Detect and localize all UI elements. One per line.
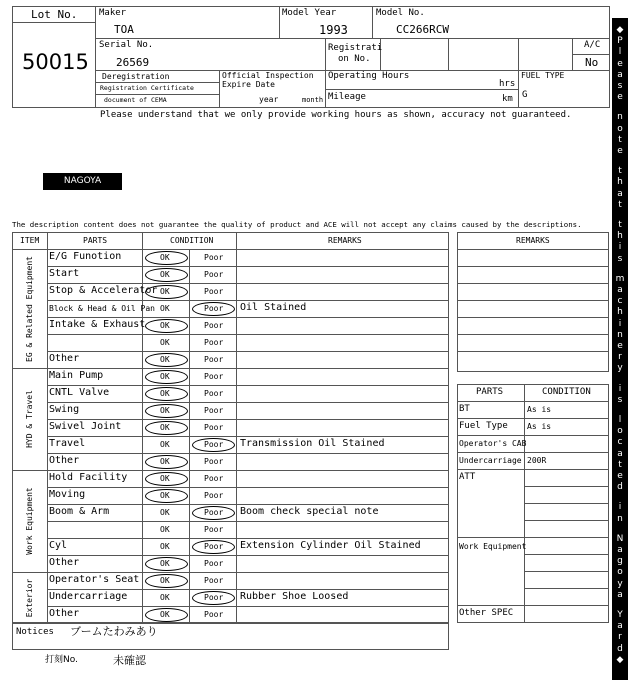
inspection-label: Official Inspection — [222, 71, 314, 80]
working-hours-note: Please understand that we only provide working hours as shown, accuracy not guaranteed. — [100, 110, 572, 120]
poor-option[interactable]: Poor — [204, 406, 224, 415]
sidebar-char: a — [617, 621, 623, 632]
sidebar-char: i — [618, 242, 622, 253]
ok-option[interactable]: OK — [160, 610, 170, 619]
sidebar-char: c — [617, 437, 623, 448]
poor-option[interactable]: Poor — [204, 593, 224, 602]
poor-option[interactable]: Poor — [204, 525, 224, 534]
ok-option[interactable]: OK — [160, 559, 170, 568]
header-frame — [12, 6, 610, 108]
sidebar-char: t — [618, 459, 622, 470]
sidebar-char: a — [617, 589, 623, 600]
inspection-label-2: Expire Date — [222, 80, 275, 89]
poor-option[interactable]: Poor — [204, 508, 224, 517]
serial-value: 26569 — [116, 56, 150, 69]
maker-value: TOA — [114, 23, 134, 36]
remarks-header: REMARKS — [328, 236, 362, 245]
sidebar-char: i — [618, 502, 622, 513]
right-remarks-header: REMARKS — [516, 236, 550, 245]
right-condition-value: 200R — [527, 456, 547, 465]
poor-option[interactable]: Poor — [204, 491, 224, 500]
part-label: Other — [49, 353, 80, 364]
ok-selected-circle — [145, 574, 188, 588]
sidebar-char: l — [618, 415, 622, 425]
sidebar-char: y — [617, 578, 623, 589]
sidebar-char: e — [617, 58, 623, 69]
ok-selected-circle — [145, 268, 188, 282]
cema-label: document of CEMA — [104, 96, 167, 104]
ok-selected-circle — [145, 472, 188, 486]
sidebar-char: n — [617, 513, 623, 524]
poor-option[interactable]: Poor — [204, 389, 224, 398]
sidebar-char: a — [617, 188, 623, 199]
right-condition-value: As is — [527, 405, 552, 414]
right-condition-value: As is — [527, 422, 552, 431]
poor-option[interactable]: Poor — [204, 304, 224, 313]
sidebar-char: e — [617, 92, 623, 103]
part-label: Cyl — [49, 540, 68, 551]
sidebar-char: a — [617, 448, 623, 459]
section-label: EG & Related Equipment — [24, 255, 34, 362]
ok-selected-circle — [145, 608, 188, 622]
notices-label: Notices — [16, 627, 54, 637]
sidebar-char: N — [616, 533, 624, 544]
ok-option[interactable]: OK — [160, 270, 170, 279]
ok-selected-circle — [145, 319, 188, 333]
sidebar-char: s — [617, 81, 623, 91]
right-part-label: Undercarriage — [459, 456, 522, 465]
ok-option[interactable]: OK — [160, 576, 170, 585]
ok-option[interactable]: OK — [160, 372, 170, 381]
poor-selected-circle — [192, 506, 235, 520]
model-no-value: CC266RCW — [396, 23, 449, 36]
month-label: month — [302, 96, 324, 104]
ok-selected-circle — [145, 421, 188, 435]
part-label: Start — [49, 268, 80, 279]
sidebar-char: P — [617, 36, 623, 47]
part-label: E/G Funotion — [49, 251, 122, 262]
registration-label: Registrati — [328, 43, 383, 53]
sidebar-char: r — [618, 632, 622, 643]
ok-option[interactable]: OK — [160, 593, 170, 602]
poor-option[interactable]: Poor — [204, 372, 224, 381]
ok-option[interactable]: OK — [160, 304, 170, 313]
sidebar-char: h — [617, 307, 623, 318]
ok-option[interactable]: OK — [160, 355, 170, 364]
right-part-label: Fuel Type — [459, 421, 508, 431]
section-label: Work Equipment — [24, 487, 34, 555]
poor-option[interactable]: Poor — [204, 321, 224, 330]
sidebar-char: o — [617, 123, 623, 134]
poor-option[interactable]: Poor — [204, 559, 224, 568]
sidebar-char: d — [617, 482, 623, 493]
ok-selected-circle — [145, 557, 188, 571]
sidebar-char: a — [617, 285, 623, 295]
part-label: Block & Head & Oil Pan — [49, 304, 155, 313]
deregistration-label: Deregistration — [102, 72, 170, 81]
remark-text: Transmission Oil Stained — [240, 438, 385, 449]
work-equipment-label: Work Equipment — [459, 542, 527, 551]
sidebar-char: h — [617, 177, 623, 188]
poor-option[interactable]: Poor — [204, 576, 224, 585]
registration-certificate-label: Registration Certificate — [100, 84, 194, 92]
lot-number: 50015 — [22, 50, 89, 74]
part-label: Swivel Joint — [49, 421, 122, 432]
sidebar-char: ◆ — [616, 654, 624, 665]
sidebar-char: t — [618, 134, 622, 145]
ok-option[interactable]: OK — [160, 253, 170, 262]
part-label: Hold Facility — [49, 472, 128, 483]
sidebar-char: a — [617, 69, 623, 80]
right-part-label: BT — [459, 404, 470, 414]
sidebar-char: l — [618, 47, 622, 58]
ok-option[interactable]: OK — [160, 457, 170, 466]
poor-option[interactable]: Poor — [204, 440, 224, 449]
ok-option[interactable]: OK — [160, 542, 170, 551]
fuel-type-value: G — [522, 90, 528, 100]
part-label: Other — [49, 608, 80, 619]
ok-option[interactable]: OK — [160, 525, 170, 534]
sidebar-char: a — [617, 545, 623, 555]
sidebar-char: g — [617, 556, 623, 567]
maker-label: Maker — [99, 8, 127, 18]
sidebar-char: e — [617, 146, 623, 156]
ok-selected-circle — [145, 251, 188, 265]
part-label: Undercarriage — [49, 591, 128, 602]
hrs-label: hrs — [499, 79, 516, 89]
poor-option[interactable]: Poor — [204, 287, 224, 296]
poor-option[interactable]: Poor — [204, 253, 224, 262]
sidebar-char: t — [618, 220, 622, 230]
remark-text: Extension Cylinder Oil Stained — [240, 540, 421, 551]
ok-option[interactable]: OK — [160, 321, 170, 330]
registration-label-2: on No. — [338, 54, 371, 64]
ok-option[interactable]: OK — [160, 423, 170, 432]
section-label: HYD & Travel — [24, 390, 34, 448]
att-label: ATT — [459, 472, 476, 482]
sidebar-char: y — [617, 363, 623, 374]
section-label: Exterior — [24, 578, 34, 617]
model-year-label: Model Year — [282, 8, 337, 18]
poor-selected-circle — [192, 438, 235, 452]
sidebar-char: h — [617, 231, 623, 242]
ok-option[interactable]: OK — [160, 508, 170, 517]
remark-text: Oil Stained — [240, 302, 307, 313]
parts-header: PARTS — [83, 236, 108, 245]
sidebar-char: r — [618, 352, 622, 363]
remark-text: Boom check special note — [240, 506, 379, 517]
mileage-label: Mileage — [328, 92, 366, 102]
part-label: Intake & Exhaust — [49, 319, 146, 330]
lot-label: Lot No. — [31, 8, 78, 21]
location-sidebar — [612, 18, 628, 680]
sidebar-char: t — [618, 166, 622, 177]
poor-option[interactable]: Poor — [204, 355, 224, 364]
part-label: Stop & Accelerator — [49, 285, 158, 296]
stamp-label: 打刻No. — [45, 655, 78, 665]
poor-option[interactable]: Poor — [204, 474, 224, 483]
ok-selected-circle — [145, 387, 188, 401]
sidebar-char: m — [615, 273, 625, 284]
poor-option[interactable]: Poor — [204, 423, 224, 432]
stamp-value: 未確認 — [113, 654, 146, 667]
remark-text: Rubber Shoe Loosed — [240, 591, 349, 602]
sidebar-char: e — [617, 471, 623, 481]
sidebar-char: s — [617, 394, 623, 405]
right-condition-header: CONDITION — [542, 387, 591, 397]
poor-option[interactable]: Poor — [204, 270, 224, 279]
ok-selected-circle — [145, 370, 188, 384]
fuel-type-label: FUEL TYPE — [521, 71, 565, 80]
sidebar-char: ◆ — [616, 25, 624, 35]
km-label: km — [502, 94, 513, 104]
serial-label: Serial No. — [99, 40, 154, 50]
disclaimer: The description content does not guarantee the quality of product and ACE will not accept any claims caused by the descriptions. — [12, 220, 582, 229]
operating-hours-label: Operating Hours — [328, 71, 410, 81]
sidebar-char: c — [617, 296, 623, 307]
sidebar-char: i — [618, 318, 622, 329]
ok-selected-circle — [145, 455, 188, 469]
part-label: Boom & Arm — [49, 506, 110, 517]
ok-option[interactable]: OK — [160, 338, 170, 347]
part-label: Swing — [49, 404, 80, 415]
ac-label: A/C — [584, 40, 601, 50]
sidebar-char: o — [617, 567, 623, 578]
notices-value: ブームたわみあり — [70, 625, 158, 638]
ok-option[interactable]: OK — [160, 406, 170, 415]
location-badge: NAGOYA — [43, 173, 122, 190]
ok-selected-circle — [145, 404, 188, 418]
ok-selected-circle — [145, 285, 188, 299]
model-no-label: Model No. — [376, 8, 425, 18]
part-label: Other — [49, 455, 80, 466]
sidebar-char: Y — [617, 610, 623, 620]
sidebar-char: o — [617, 426, 623, 437]
poor-selected-circle — [192, 591, 235, 605]
ok-selected-circle — [145, 489, 188, 503]
part-label: Operator's Seat — [49, 574, 140, 585]
sidebar-char: d — [617, 643, 623, 654]
ok-option[interactable]: OK — [160, 287, 170, 296]
sidebar-char: i — [618, 383, 622, 394]
sidebar-char: n — [617, 329, 623, 340]
ok-option[interactable]: OK — [160, 389, 170, 398]
ac-value: No — [585, 56, 599, 69]
part-label: Other — [49, 557, 80, 568]
ok-option[interactable]: OK — [160, 491, 170, 500]
poor-option[interactable]: Poor — [204, 610, 224, 619]
sidebar-char: t — [618, 199, 622, 210]
right-parts-header: PARTS — [476, 387, 504, 397]
part-label: Travel — [49, 438, 86, 449]
poor-selected-circle — [192, 540, 235, 554]
sidebar-char: s — [617, 253, 623, 264]
ok-option[interactable]: OK — [160, 440, 170, 449]
poor-selected-circle — [192, 302, 235, 316]
part-label: Moving — [49, 489, 86, 500]
poor-option[interactable]: Poor — [204, 457, 224, 466]
sidebar-char: n — [617, 112, 623, 123]
other-spec-label: Other SPEC — [459, 608, 514, 618]
condition-header: CONDITION — [170, 236, 214, 245]
part-label: Main Pump — [49, 370, 104, 381]
model-year-value: 1993 — [319, 23, 348, 37]
right-part-label: Operator's CAB — [459, 439, 527, 448]
poor-option[interactable]: Poor — [204, 338, 224, 347]
ok-option[interactable]: OK — [160, 474, 170, 483]
ok-selected-circle — [145, 353, 188, 367]
year-label: year — [259, 95, 279, 104]
part-label: CNTL Valve — [49, 387, 110, 398]
poor-option[interactable]: Poor — [204, 542, 224, 551]
sidebar-char: e — [617, 341, 623, 351]
item-header: ITEM — [20, 236, 40, 245]
